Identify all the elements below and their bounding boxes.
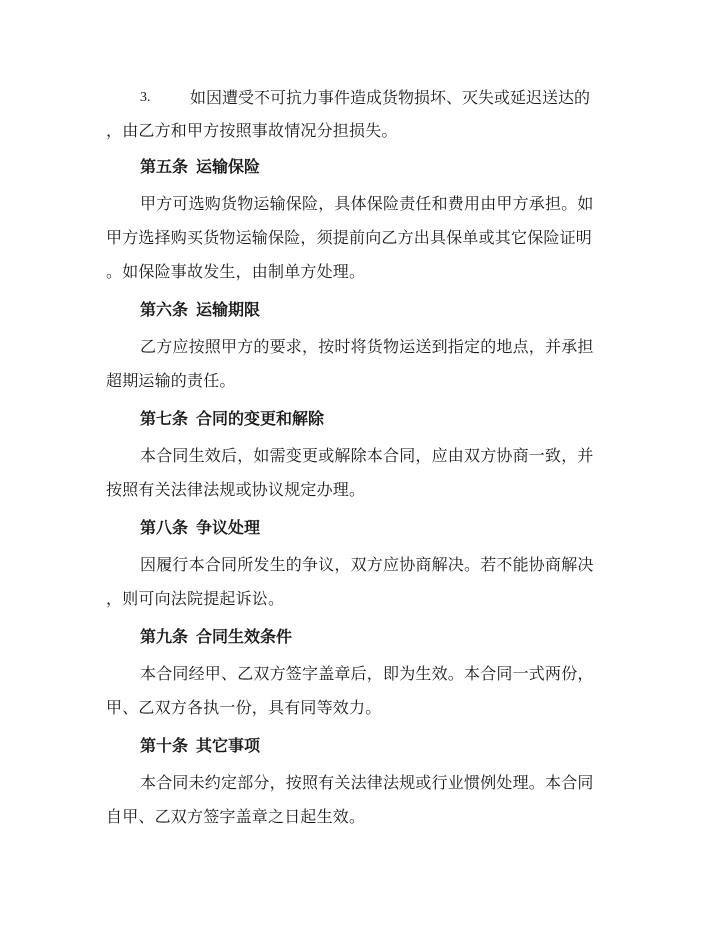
section-10-line-1: 本合同未约定部分，按照有关法律法规或行业惯例处理。本合同	[140, 773, 594, 792]
section-heading-6: 第六条 运输期限	[140, 300, 261, 319]
section-heading-7: 第七条 合同的变更和解除	[140, 409, 325, 428]
section-heading-10: 第十条 其它事项	[140, 736, 261, 755]
section-7-line-1: 本合同生效后，如需变更或解除本合同，应由双方协商一致，并	[140, 446, 594, 465]
section-6-line-2: 超期运输的责任。	[106, 371, 236, 390]
section-5-line-1: 甲方可选购货物运输保险，具体保险责任和费用由甲方承担。如	[140, 194, 594, 213]
section-7-line-2: 按照有关法律法规或协议规定办理。	[106, 480, 366, 499]
section-10-line-2: 自甲、乙双方签字盖章之日起生效。	[106, 807, 366, 826]
section-5-line-2: 甲方选择购买货物运输保险，须提前向乙方出具保单或其它保险证明	[106, 228, 593, 247]
item-3-line-2: ，由乙方和甲方按照事故情况分担损失。	[106, 121, 398, 140]
section-8-line-2: ，则可向法院提起诉讼。	[106, 589, 285, 608]
section-heading-9: 第九条 合同生效条件	[140, 627, 293, 646]
section-9-line-1: 本合同经甲、乙双方签字盖章后，即为生效。本合同一式两份，	[140, 664, 594, 683]
item-number: 3.	[140, 90, 151, 105]
section-heading-5: 第五条 运输保险	[140, 157, 261, 176]
section-9-line-2: 甲、乙双方各执一份，具有同等效力。	[106, 698, 382, 717]
item-3-line-1: 如因遭受不可抗力事件造成货物损坏、灭失或延迟送达的	[190, 88, 591, 107]
section-6-line-1: 乙方应按照甲方的要求，按时将货物运送到指定的地点，并承担	[140, 337, 594, 356]
section-heading-8: 第八条 争议处理	[140, 518, 261, 537]
section-5-line-3: 。如保险事故发生，由制单方处理。	[106, 262, 366, 281]
section-8-line-1: 因履行本合同所发生的争议，双方应协商解决。若不能协商解决	[140, 555, 594, 574]
